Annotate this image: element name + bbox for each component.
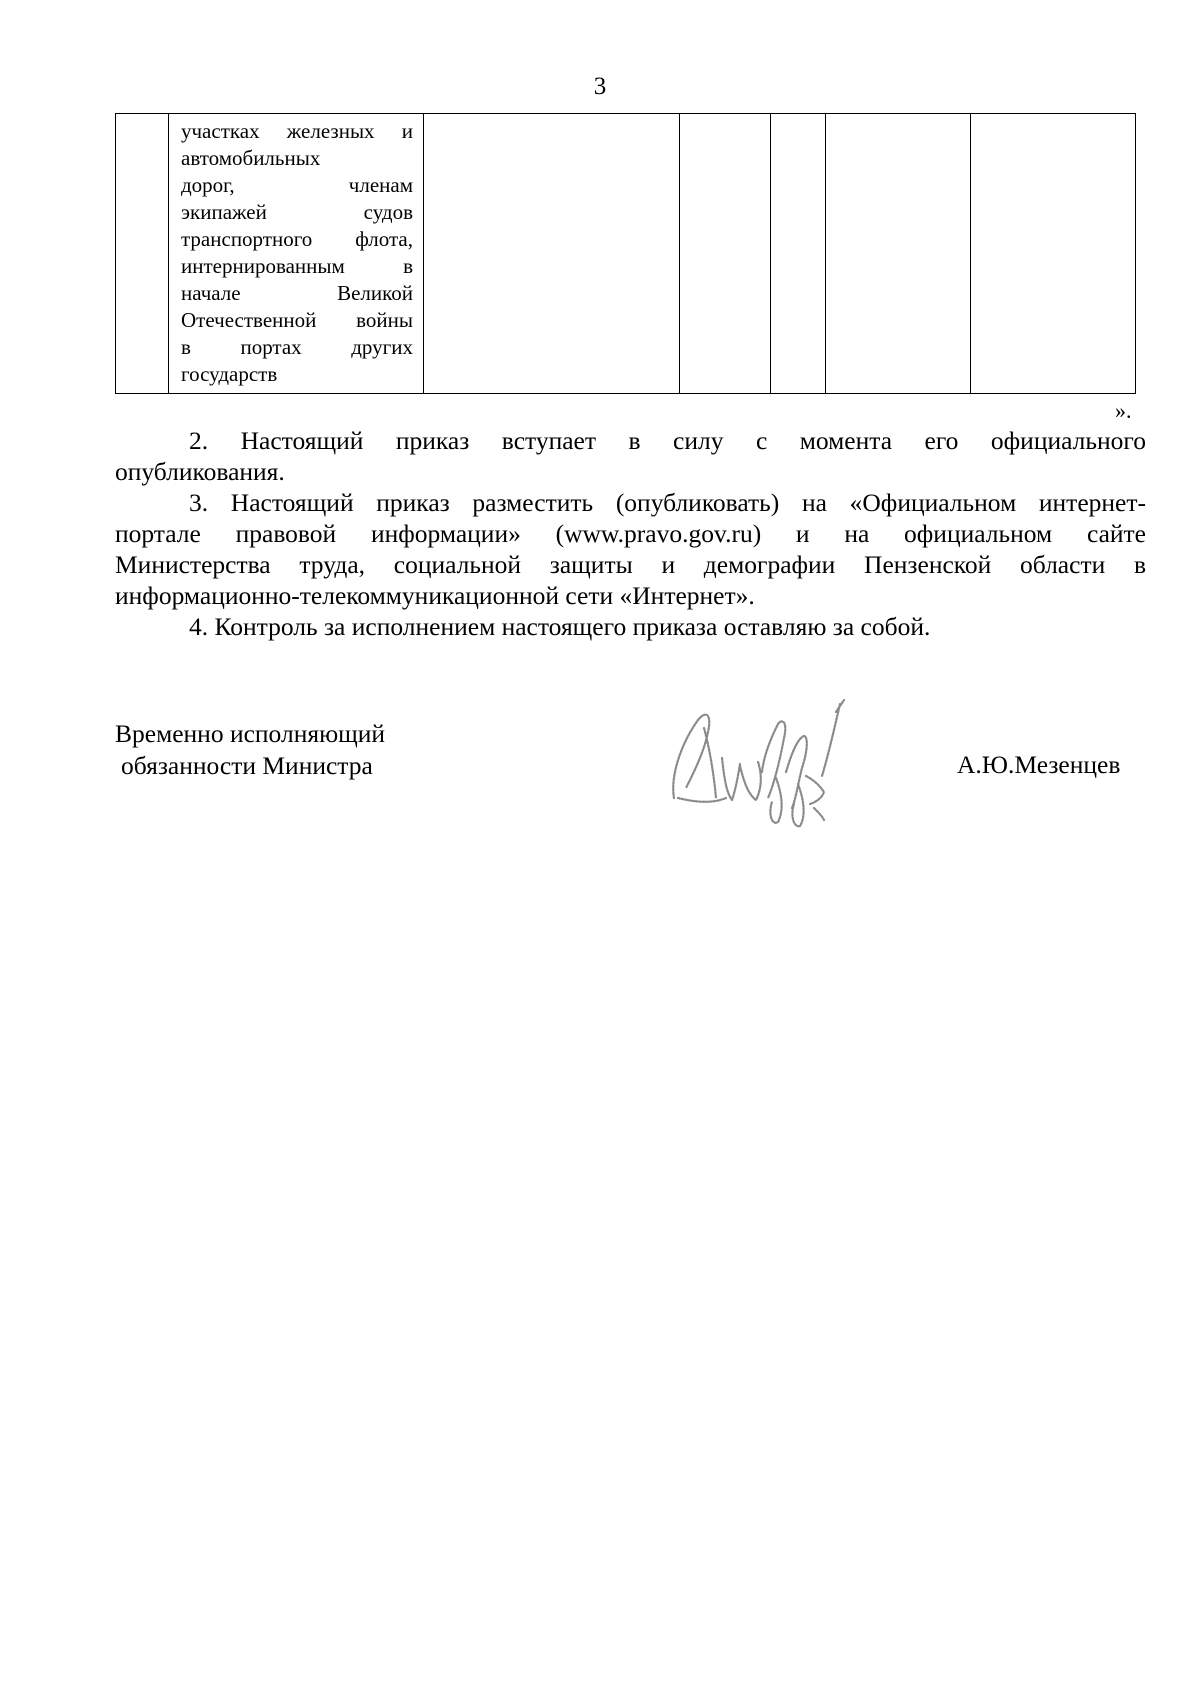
- category-line: начале Великой: [181, 281, 413, 305]
- continuation-table: [115, 113, 1136, 394]
- paragraph-4: [115, 611, 1146, 642]
- category-text: [169, 114, 423, 388]
- table-row: [116, 114, 1136, 394]
- table-cell-empty: [971, 114, 1136, 394]
- paragraph-line: 4. Контроль за исполнением настоящего приказа оставляю за собой.: [189, 612, 931, 641]
- category-line: экипажей судов: [181, 200, 413, 224]
- category-line: интернированным в: [181, 254, 413, 278]
- category-line: автомобильных: [181, 146, 321, 170]
- paragraph-line: портале правовой информации» (www.pravo.gov.ru) и на официальном сайте: [115, 519, 1146, 548]
- category-line: в портах других: [181, 335, 413, 359]
- paragraph-line: Министерства труда, социальной защиты и демографии Пензенской области в: [115, 550, 1146, 579]
- paragraph-3: [115, 487, 1146, 611]
- paragraph-line: опубликования.: [115, 457, 285, 486]
- page-number: 3: [593, 73, 607, 100]
- signatory-position: [115, 718, 385, 782]
- signatory-name: А.Ю.Мезенцев: [957, 750, 1121, 779]
- table-cell-empty: [680, 114, 771, 394]
- category-line: участках железных и: [181, 119, 413, 143]
- closing-quote: ».: [1115, 398, 1132, 423]
- category-line: транспортного флота,: [181, 227, 413, 251]
- table-cell-empty: [826, 114, 971, 394]
- category-line: дорог, членам: [181, 173, 413, 197]
- position-line: Временно исполняющий: [115, 719, 386, 748]
- category-line: Отечественной войны: [181, 308, 413, 332]
- body-text: [115, 425, 1146, 642]
- paragraph-line: информационно-телекоммуникационной сети «Интернет».: [115, 581, 755, 610]
- table-cell-empty: [424, 114, 680, 394]
- paragraph-line: 2. Настоящий приказ вступает в силу с момента его официального: [189, 426, 1146, 455]
- table-cell-empty: [771, 114, 826, 394]
- position-line: обязанности Министра: [121, 751, 373, 780]
- category-line: государств: [181, 362, 278, 386]
- paragraph-2: [115, 425, 1146, 487]
- table-cell-category: [169, 114, 424, 394]
- paragraph-line: 3. Настоящий приказ разместить (опубликовать) на «Официальном интернет-: [189, 488, 1146, 517]
- handwritten-signature: [664, 680, 864, 830]
- table-cell-number: [116, 114, 169, 394]
